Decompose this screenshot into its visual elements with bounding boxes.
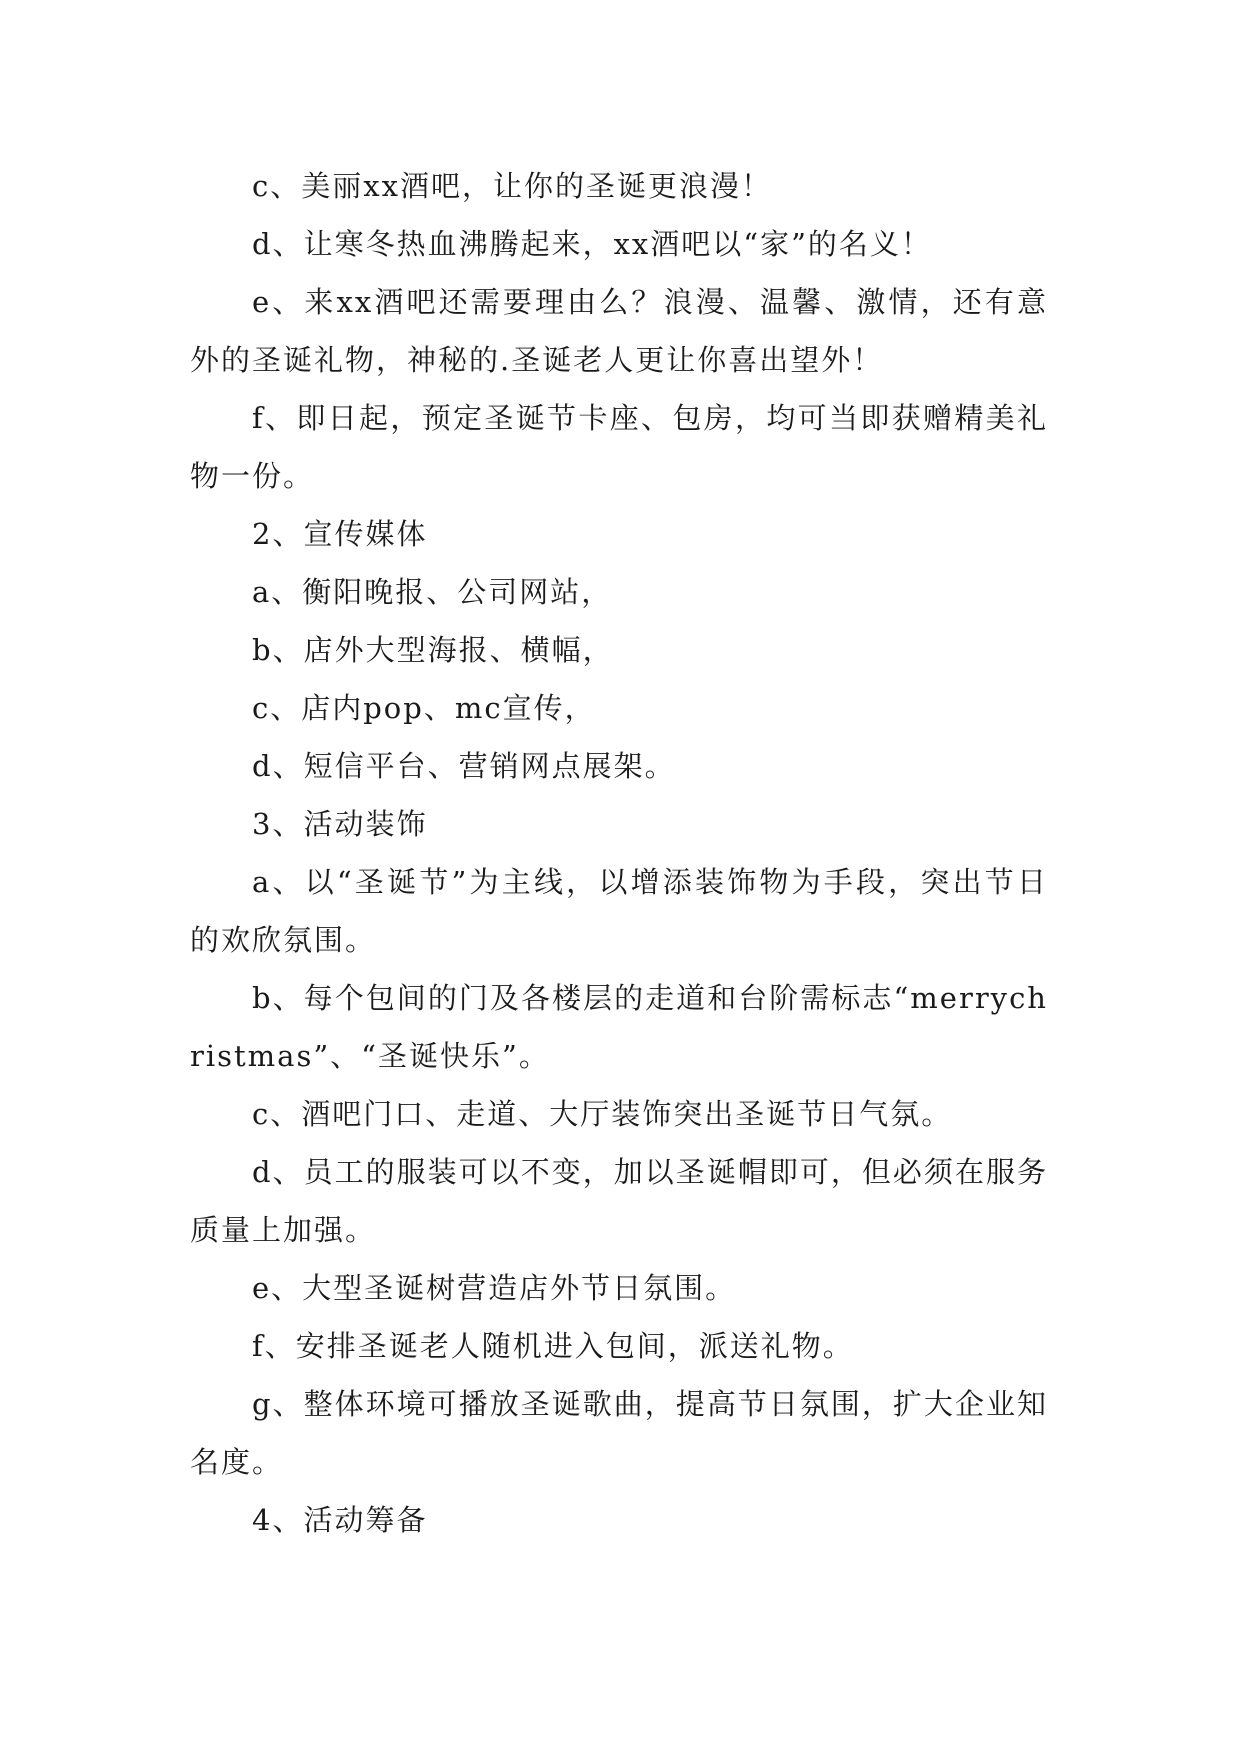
paragraph-media-d: d、短信平台、营销网点展架。: [252, 749, 676, 783]
paragraph-decoration-g: g、整体环境可播放圣诞歌曲，提高节日氛围，扩大企业知名度。: [190, 1387, 1048, 1479]
section-heading-decoration: 3、活动装饰: [252, 807, 428, 841]
paragraph-decoration-d: d、员工的服装可以不变，加以圣诞帽即可，但必须在服务质量上加强。: [190, 1155, 1048, 1247]
document-body: [190, 157, 1048, 1549]
section-heading-preparation: 4、活动筹备: [252, 1503, 428, 1537]
paragraph-decoration-f: f、安排圣诞老人随机进入包间，派送礼物。: [252, 1329, 854, 1363]
paragraph-media-a: a、衡阳晚报、公司网站，: [252, 575, 613, 609]
paragraph-decoration-b: b、每个包间的门及各楼层的走道和台阶需标志“merrychristmas”、“圣诞快乐”。: [190, 981, 1048, 1073]
paragraph-d-slogan: d、让寒冬热血沸腾起来，xx酒吧以“家”的名义！: [252, 227, 932, 261]
paragraph-f-promotion: f、即日起，预定圣诞节卡座、包房，均可当即获赠精美礼物一份。: [190, 401, 1048, 493]
paragraph-decoration-a: a、以“圣诞节”为主线，以增添装饰物为手段，突出节日的欢欣氛围。: [190, 865, 1048, 957]
paragraph-c-slogan: c、美丽xx酒吧，让你的圣诞更浪漫！: [252, 169, 772, 203]
section-heading-media: 2、宣传媒体: [252, 517, 428, 551]
paragraph-e-slogan: e、来xx酒吧还需要理由么？浪漫、温馨、激情，还有意外的圣诞礼物，神秘的.圣诞老人更让你喜出望外！: [190, 285, 1048, 377]
paragraph-media-c: c、店内pop、mc宣传，: [252, 691, 596, 725]
paragraph-media-b: b、店外大型海报、横幅，: [252, 633, 614, 667]
paragraph-decoration-c: c、酒吧门口、走道、大厅装饰突出圣诞节日气氛。: [252, 1097, 953, 1131]
paragraph-decoration-e: e、大型圣诞树营造店外节日氛围。: [252, 1271, 737, 1305]
